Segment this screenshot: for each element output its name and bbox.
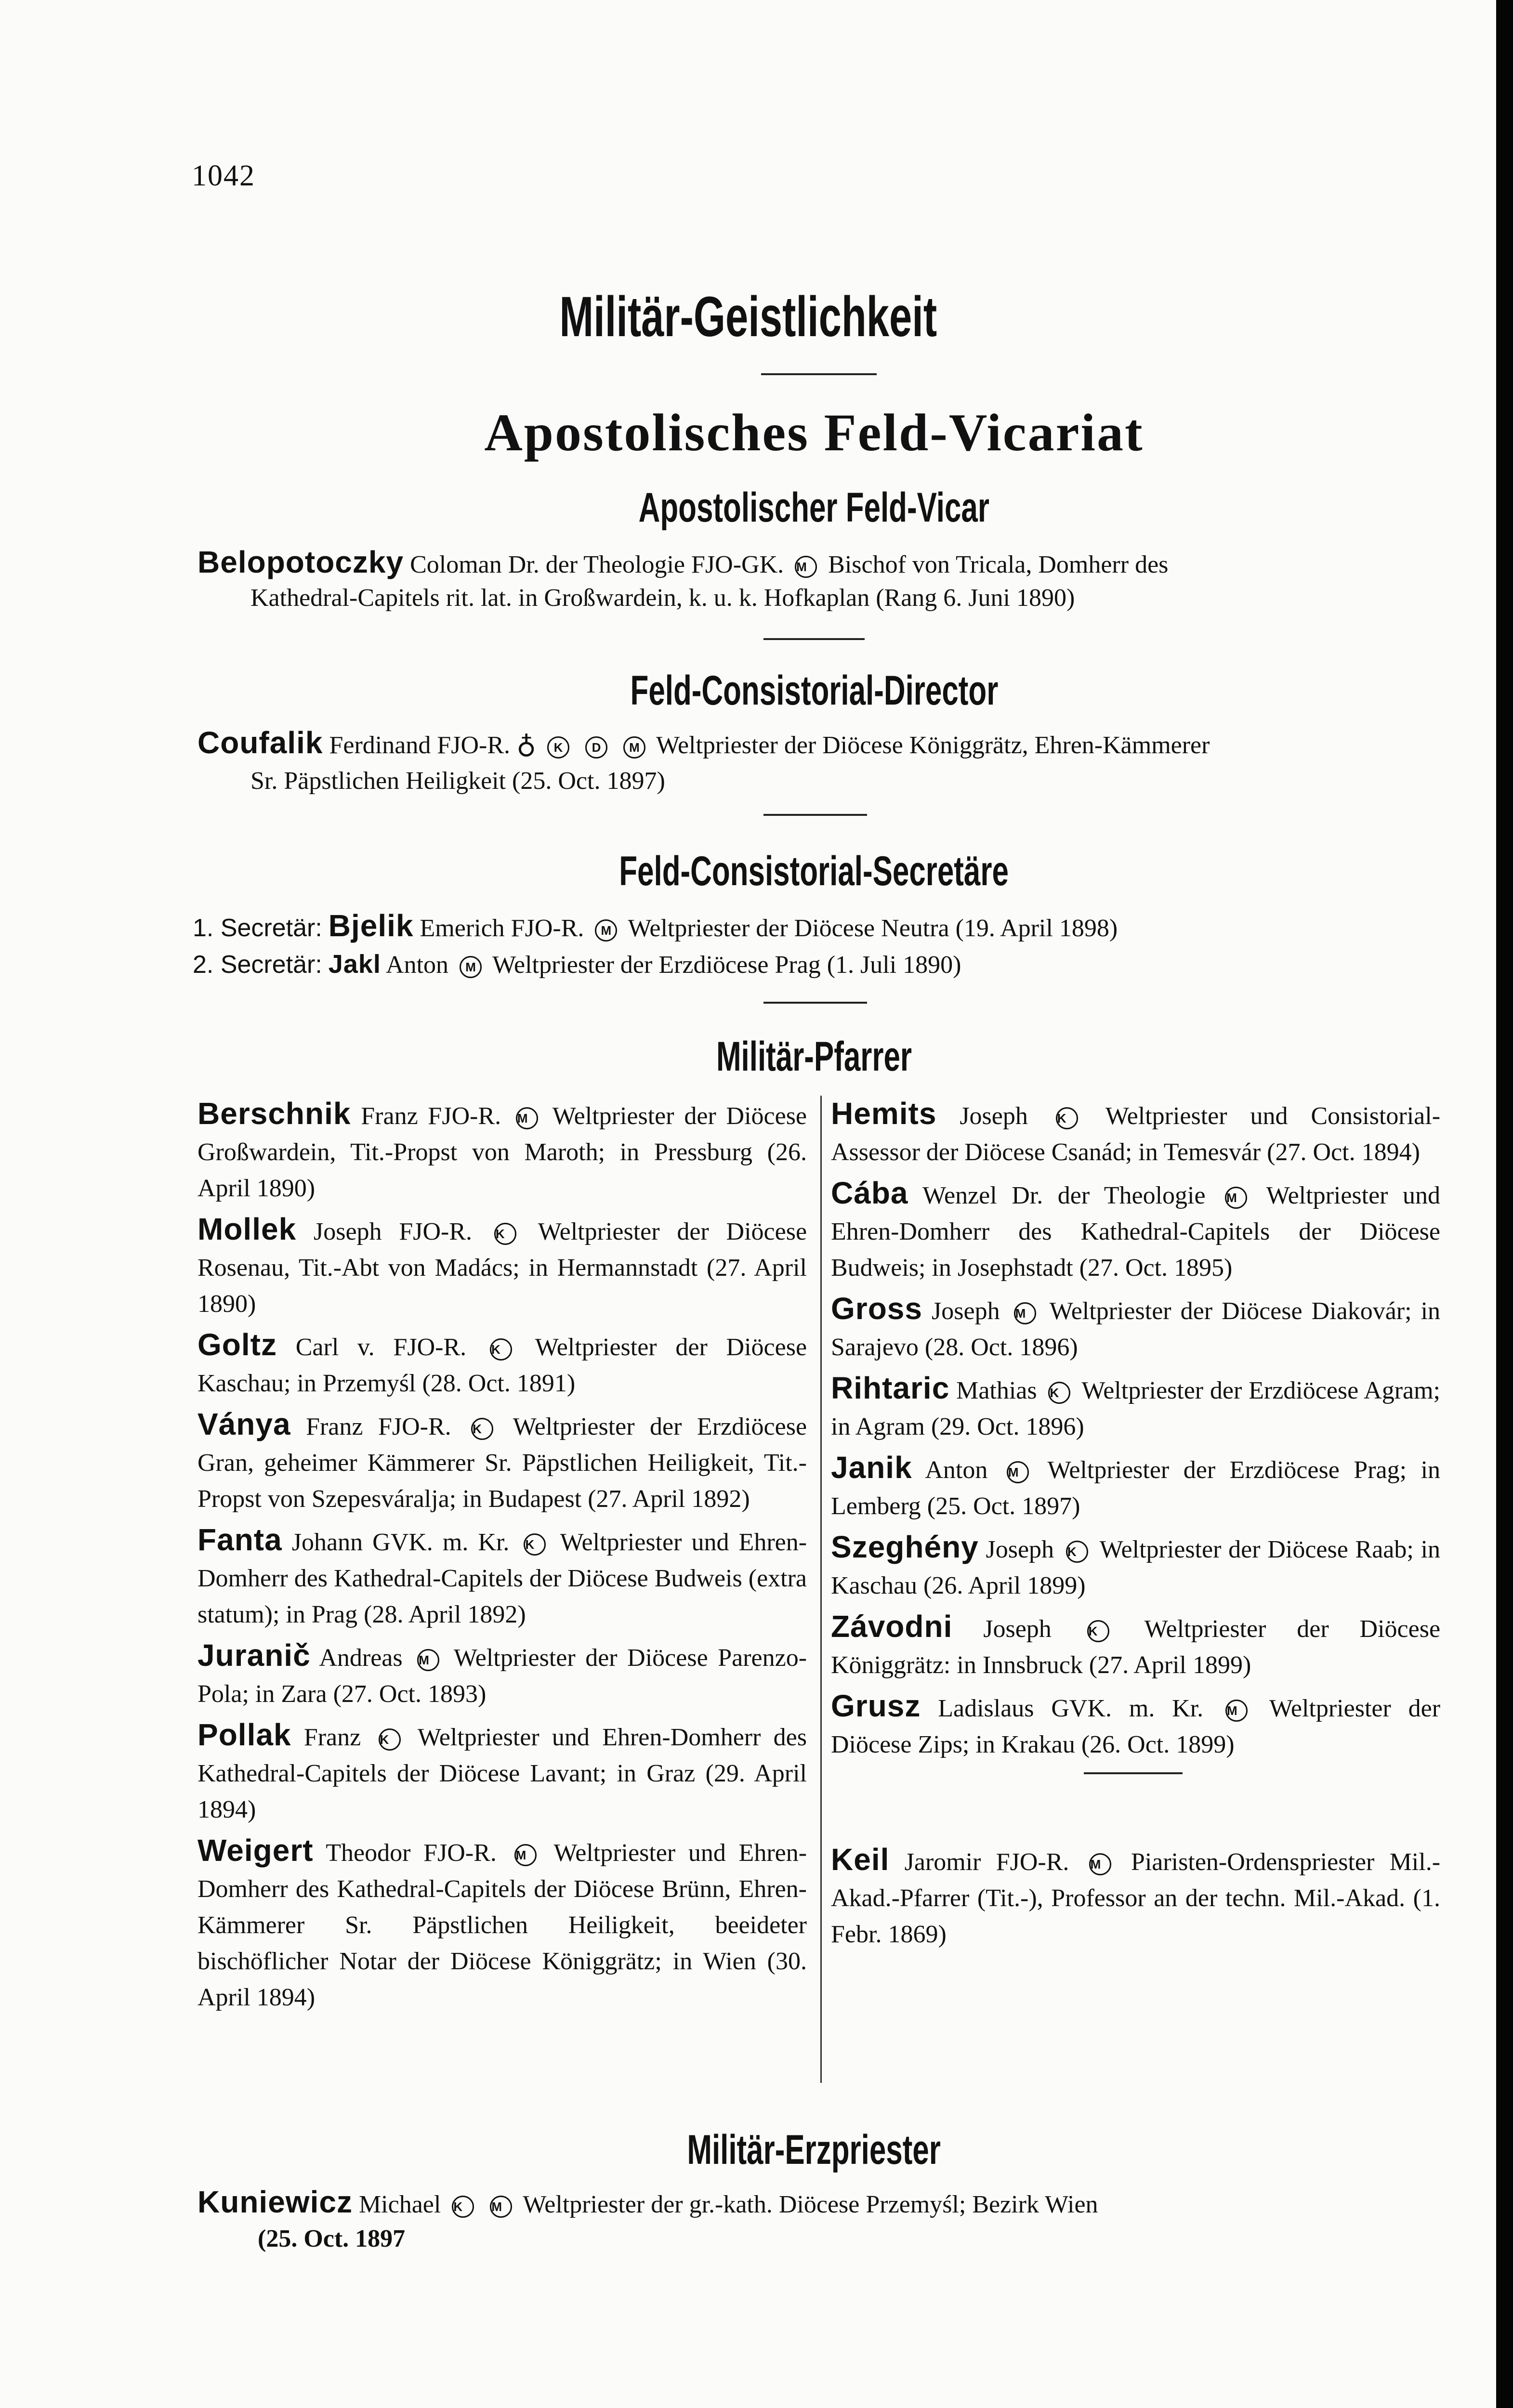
list-item: Juranič Andreas M Weltpriester der Diöcese Parenzo-Pola; in Zara (27. Oct. 1893) [197,1638,807,1708]
entry-feld-vicar: Belopotoczky Coloman Dr. der Theologie FJO-GK. M Bischof von Tricala, Domherr des [197,545,1169,579]
main-title: Militär-Geistlichkeit [559,285,937,349]
page-number: 1042 [192,159,255,192]
list-item: Rihtaric Mathias K Weltpriester der Erzdiöcese Agram; in Agram (29. Oct. 1896) [831,1371,1441,1440]
list-item: Keil Jaromir FJO-R. M Piaristen-Ordenspriester Mil.-Akad.-Pfarrer (Tit.-), Professor an der techn. Mil.-Akad. (1. Febr. 1869) [831,1842,1441,1948]
list-item: Grusz Ladislaus GVK. m. Kr. M Weltpriester der Diöcese Zips; in Krakau (26. Oct. 1899) [831,1688,1441,1758]
scan-edge [1496,0,1513,2408]
m-symbol-icon: M [516,1107,538,1129]
list-item: Goltz Carl v. FJO-R. K Weltpriester der Diöcese Kaschau; in Przemyśl (28. Oct. 1891) [197,1327,807,1397]
m-symbol-icon: M [417,1649,439,1671]
k-symbol-icon: K [547,736,569,759]
k-symbol-icon: K [1048,1382,1070,1404]
m-symbol-icon: M [1014,1302,1036,1324]
m-symbol-icon: M [490,2196,512,2218]
entry-name: Coufalik [197,725,323,760]
d-symbol-icon: D [585,736,607,759]
order-cross-icon: ♁ [516,730,536,759]
entry-secretaer-2: 2. Secretär: Jakl Anton M Weltpriester der Erzdiöcese Prag (1. Juli 1890) [193,950,961,979]
m-symbol-icon: M [1225,1700,1248,1722]
list-item: Ványa Franz FJO-R. K Weltpriester der Erzdiöcese Gran, geheimer Kämmerer Sr. Päpstlichen Heiligkeit, Tit.-Propst von Szepesváralja; in Budapest (27. April 1892) [197,1407,807,1513]
k-symbol-icon: K [524,1533,546,1556]
section-heading-secretaere: Feld-Consistorial-Secretäre [619,848,1009,894]
m-symbol-icon: M [514,1844,537,1866]
list-item: Gross Joseph M Weltpriester der Diöcese Diakovár; in Sarajevo (28. Oct. 1896) [831,1291,1441,1361]
m-symbol-icon: M [595,919,617,942]
column-divider [820,1096,822,2083]
entry-erzpriester-line2: (25. Oct. 1897 [258,2225,406,2252]
k-symbol-icon: K [1087,1620,1109,1642]
entry-erzpriester: Kuniewicz Michael K M Weltpriester der gr.-kath. Diöcese Przemyśl; Bezirk Wien [197,2185,1098,2219]
k-symbol-icon: K [490,1338,512,1361]
list-item: Fanta Johann GVK. m. Kr. K Weltpriester und Ehren-Domherr des Kathedral-Capitels der Diöcese Budweis (extra statum); in Prag (28. April 1892) [197,1522,807,1628]
entry-secretaer-1: 1. Secretär: Bjelik Emerich FJO-R. M Weltpriester der Diöcese Neutra (19. April 1898) [193,908,1118,943]
list-item: Hemits Joseph K Weltpriester und Consistorial-Assessor der Diöcese Csanád; in Temesvár (27. Oct. 1894) [831,1096,1441,1166]
list-item: Berschnik Franz FJO-R. M Weltpriester der Diöcese Großwardein, Tit.-Propst von Maroth; in Pressburg (26. April 1890) [197,1096,807,1202]
section-heading-erzpriester: Militär-Erzpriester [687,2127,941,2173]
k-symbol-icon: K [452,2196,474,2218]
subtitle: Apostolisches Feld-Vicariat [484,403,1144,462]
section-heading-feld-vicar: Apostolischer Feld-Vicar [638,484,990,531]
entry-name: Belopotoczky [197,545,404,579]
entry-director-line2: Sr. Päpstlichen Heiligkeit (25. Oct. 1897) [250,767,665,795]
entry-name: Kuniewicz [197,2185,353,2219]
m-symbol-icon: M [623,736,645,759]
m-symbol-icon: M [1225,1187,1247,1209]
m-symbol-icon: M [1089,1853,1111,1875]
entry-name: Bjelik [328,908,414,943]
list-item: Závodni Joseph K Weltpriester der Diöcese Königgrätz: in Innsbruck (27. April 1899) [831,1609,1441,1679]
m-symbol-icon: M [460,956,482,978]
divider [763,814,867,816]
section-heading-pfarrer: Militär-Pfarrer [716,1034,912,1080]
list-item: Pollak Franz K Weltpriester und Ehren-Domherr des Kathedral-Capitels der Diöcese Lavant; in Graz (29. April 1894) [197,1717,807,1823]
list-item: Cába Wenzel Dr. der Theologie M Weltpriester und Ehren-Domherr des Kathedral-Capitels der Diöcese Budweis; in Josephstadt (27. Oct. 1895) [831,1176,1441,1282]
k-symbol-icon: K [379,1728,401,1751]
k-symbol-icon: K [1056,1107,1078,1129]
divider [763,1002,867,1004]
entry-director: Coufalik Ferdinand FJO-R. ♁ K D M Weltpriester der Diöcese Königgrätz, Ehren-Kämmerer [197,725,1210,760]
k-symbol-icon: K [1066,1541,1088,1563]
pfarrer-left-column [197,1096,807,2020]
divider [761,373,877,375]
m-symbol-icon: M [1007,1461,1029,1483]
list-item: Szeghény Joseph K Weltpriester der Diöcese Raab; in Kaschau (26. April 1899) [831,1530,1441,1599]
entry-name: Jakl [328,950,381,979]
k-symbol-icon: K [494,1223,516,1245]
divider [763,638,865,640]
section-heading-director: Feld-Consistorial-Director [630,667,998,714]
list-item: Mollek Joseph FJO-R. K Weltpriester der Diöcese Rosenau, Tit.-Abt von Madács; in Hermannstadt (27. April 1890) [197,1212,807,1318]
pfarrer-right-column [831,1096,1440,1957]
entry-feld-vicar-line2: Kathedral-Capitels rit. lat. in Großwardein, k. u. k. Hofkaplan (Rang 6. Juni 1890) [250,584,1075,612]
m-symbol-icon: M [795,556,817,578]
list-item: Weigert Theodor FJO-R. M Weltpriester und Ehren-Domherr des Kathedral-Capitels der Diöcese Brünn, Ehren-Kämmerer Sr. Päpstlichen Heiligkeit, beeideter bischöflicher Notar der Diöcese Königgrätz; in Wien (30. April 1894) [197,1833,807,2011]
k-symbol-icon: K [471,1418,493,1440]
divider [1084,1772,1183,1774]
list-item: Janik Anton M Weltpriester der Erzdiöcese Prag; in Lemberg (25. Oct. 1897) [831,1450,1441,1520]
